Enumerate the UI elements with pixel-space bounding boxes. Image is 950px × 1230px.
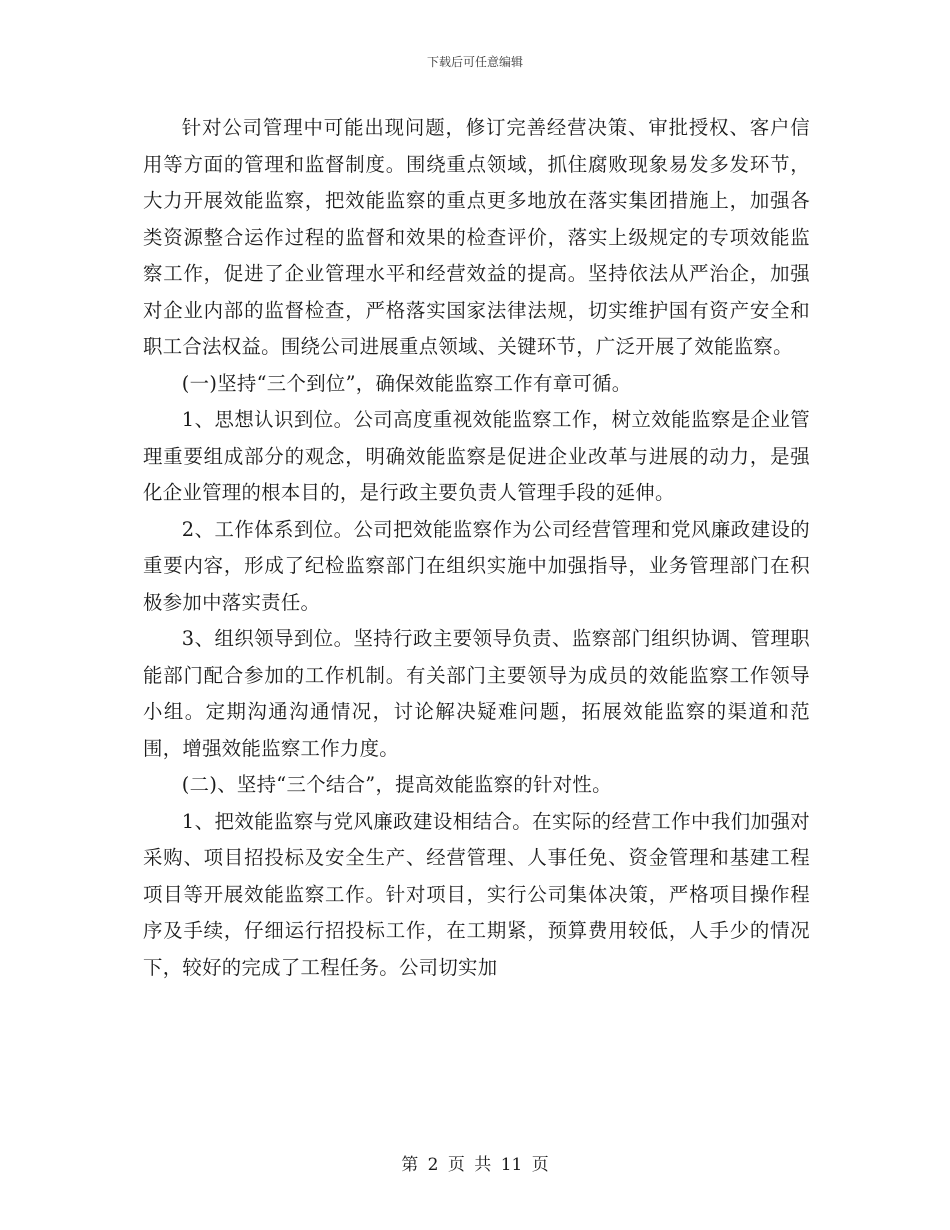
paragraph-work-system: 2、工作体系到位。公司把效能监察作为公司经营管理和党风廉政建设的重要内容，形成了纪检监察部门在组织实施中加强指导，业务管理部门在积极参加中落实责任。 bbox=[143, 517, 810, 614]
page-number: 第 2 页 共 11 页 bbox=[401, 1155, 549, 1175]
section-heading-three-in-place: (一)坚持“三个到位”，确保效能监察工作有章可循。 bbox=[181, 371, 632, 395]
paragraph-intro: 针对公司管理中可能出现问题，修订完善经营决策、审批授权、客户信用等方面的管理和监督制度。围绕重点领域，抓住腐败现象易发多发环节，大力开展效能监察，把效能监察的重点更多地放在落实集团措施上，加强各类资源整合运作过程的监督和效果的检查评价，落实上级规定的专项效能监察工作，促进了企业管理水平和经营效益的提高。坚持依法从严治企，加强对企业内部的监督检查，严格落实国家法律法规，切实维护国有资产安全和职工合法权益。围绕公司进展重点领域、关键环节，广泛开展了效能监察。 bbox=[143, 116, 810, 358]
paragraph-organizational-leadership: 3、组织领导到位。坚持行政主要领导负责、监察部门组织协调、管理职能部门配合参加的工作机制。有关部门主要领导为成员的效能监察工作领导小组。定期沟通沟通情况，讨论解决疑难问题，拓展效能监察的渠道和范围，增强效能监察工作力度。 bbox=[143, 627, 810, 760]
section-heading-three-combinations: (二)、坚持“三个结合”，提高效能监察的针对性。 bbox=[181, 773, 612, 796]
document-body bbox=[143, 110, 810, 986]
paragraph-ideological-awareness: 1、思想认识到位。公司高度重视效能监察工作，树立效能监察是企业管理重要组成部分的观念，明确效能监察是促进企业改革与进展的动力，是强化企业管理的根本目的，是行政主要负责人管理手段的延伸。 bbox=[143, 408, 810, 504]
paragraph-party-conduct-combination: 1、把效能监察与党风廉政建设相结合。在实际的经营工作中我们加强对采购、项目招投标及安全生产、经营管理、人事任免、资金管理和基建工程项目等开展效能监察工作。针对项目，实行公司集体决策，严格项目操作程序及手续，仔细运行招投标工作，在工期紧，预算费用较低，人手少的情况下，较好的完成了工程任务。公司切实加 bbox=[143, 809, 810, 979]
page-header-note: 下载后可任意编辑 bbox=[426, 55, 523, 69]
